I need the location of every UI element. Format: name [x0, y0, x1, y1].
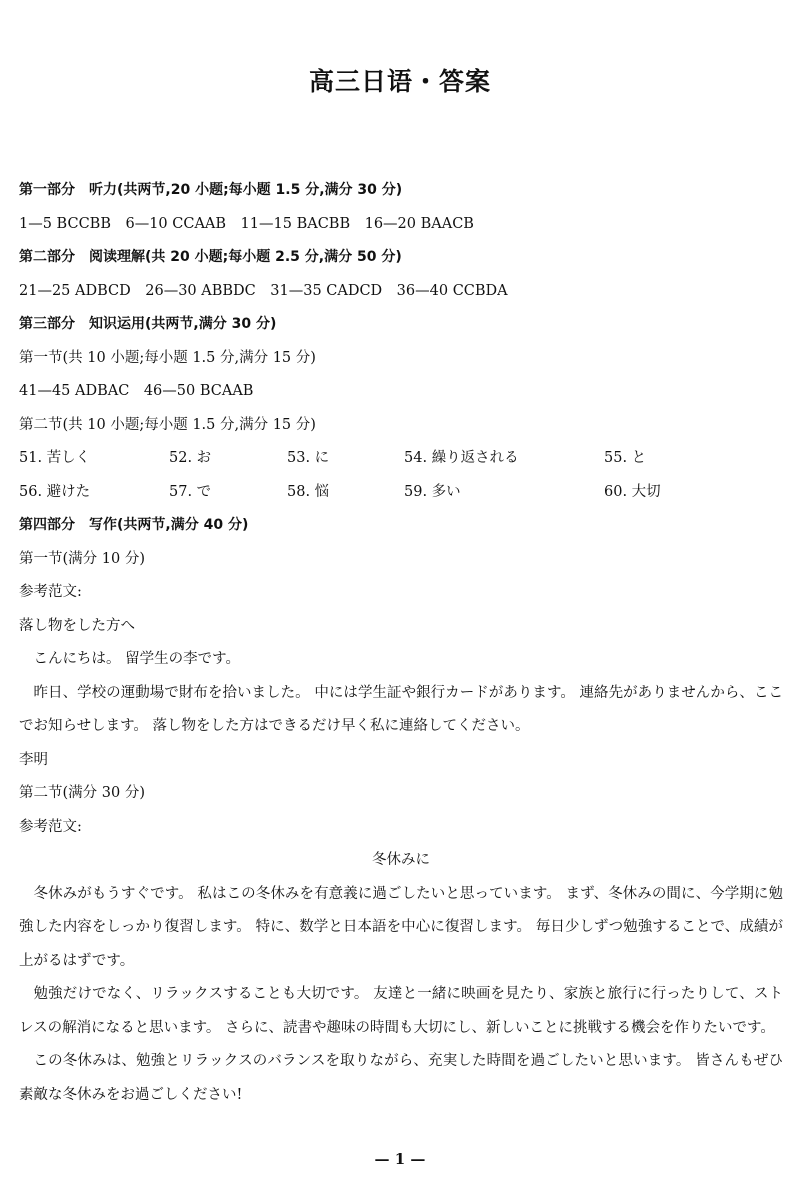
answer-55: 55. と: [604, 450, 647, 466]
part4-section1-ref-label: 参考范文:: [19, 584, 82, 600]
part2-heading: 第二部分 阅读理解(共 20 小题;每小题 2.5 分,满分 50 分): [19, 249, 402, 265]
essay-paragraph-2: 勉強だけでなく、リラックスすることも大切です。 友達と一緒に映画を見たり、家族と旅行に行ったりして、ストレスの解消になると思います。 さらに、読書や趣味の時間も大切にし、新しいことに挑戦する機会を作りたいです。: [19, 986, 783, 1036]
answer-51: 51. 苦しく: [19, 450, 91, 466]
answer-56: 56. 避けた: [19, 483, 91, 500]
part1-answers: 1—5 BCCBB 6—10 CCAAB 11—15 BACBB 16—20 BAACB: [19, 215, 474, 232]
essay-paragraph-3: この冬休みは、勉強とリラックスのバランスを取りながら、充実した時間を過ごしたいと思います。 皆さんもぜひ素敵な冬休みをお過ごしください!: [19, 1053, 783, 1103]
fill-blank-row-2: [19, 476, 783, 510]
part3-section1-answers: 41—45 ADBAC 46—50 BCAAB: [19, 383, 254, 399]
answer-52: 52. お: [169, 450, 212, 466]
essay-paragraph-1: 冬休みがもうすぐです。 私はこの冬休みを有意義に過ごしたいと思っています。 まず、冬休みの間に、今学期に勉強した内容をしっかり復習します。 特に、数学と日本語を中心に復習します。 毎日少しずつ勉強することで、成績が上がるはずです。: [19, 885, 783, 969]
part2-answers: 21—25 ADBCD 26—30 ABBDC 31—35 CADCD 36—40 CCBDA: [19, 282, 508, 299]
answer-53: 53. に: [287, 450, 330, 466]
answer-58: 58. 悩: [287, 483, 330, 500]
answer-54: 54. 繰り返される: [404, 450, 519, 466]
part3-section2-heading: 第二节(共 10 小题;每小题 1.5 分,满分 15 分): [19, 416, 316, 433]
letter-paragraph-1: こんにちは。 留学生の李です。: [33, 651, 240, 667]
answer-59: 59. 多い: [404, 483, 461, 500]
part3-heading: 第三部分 知识运用(共两节,满分 30 分): [19, 316, 277, 332]
letter-salutation: 落し物をした方へ: [19, 617, 135, 634]
part1-heading: 第一部分 听力(共两节,20 小题;每小题 1.5 分,满分 30 分): [19, 182, 403, 198]
part4-section2-heading: 第二节(满分 30 分): [19, 785, 145, 801]
part3-section1-heading: 第一节(共 10 小题;每小题 1.5 分,满分 15 分): [19, 349, 316, 366]
page-title: 高三日语・答案: [308, 67, 491, 96]
fill-blank-row-1: [19, 442, 783, 476]
part4-section2-ref-label: 参考范文:: [19, 818, 82, 835]
letter-signature: 李明: [19, 751, 48, 768]
part4-heading: 第四部分 写作(共两节,满分 40 分): [19, 517, 249, 533]
essay-title: 冬休みに: [372, 852, 430, 868]
part4-section1-heading: 第一节(满分 10 分): [19, 550, 145, 567]
answer-57: 57. で: [169, 483, 212, 500]
page-number: — 1 —: [374, 1150, 426, 1168]
letter-paragraph-2: 昨日、学校の運動場で財布を拾いました。 中には学生証や銀行カードがあります。 連絡先がありませんから、ここでお知らせします。 落し物をした方はできるだけ早く私に連絡してください。: [19, 684, 783, 734]
answer-key-content: [19, 174, 783, 1112]
answer-60: 60. 大切: [604, 483, 661, 500]
